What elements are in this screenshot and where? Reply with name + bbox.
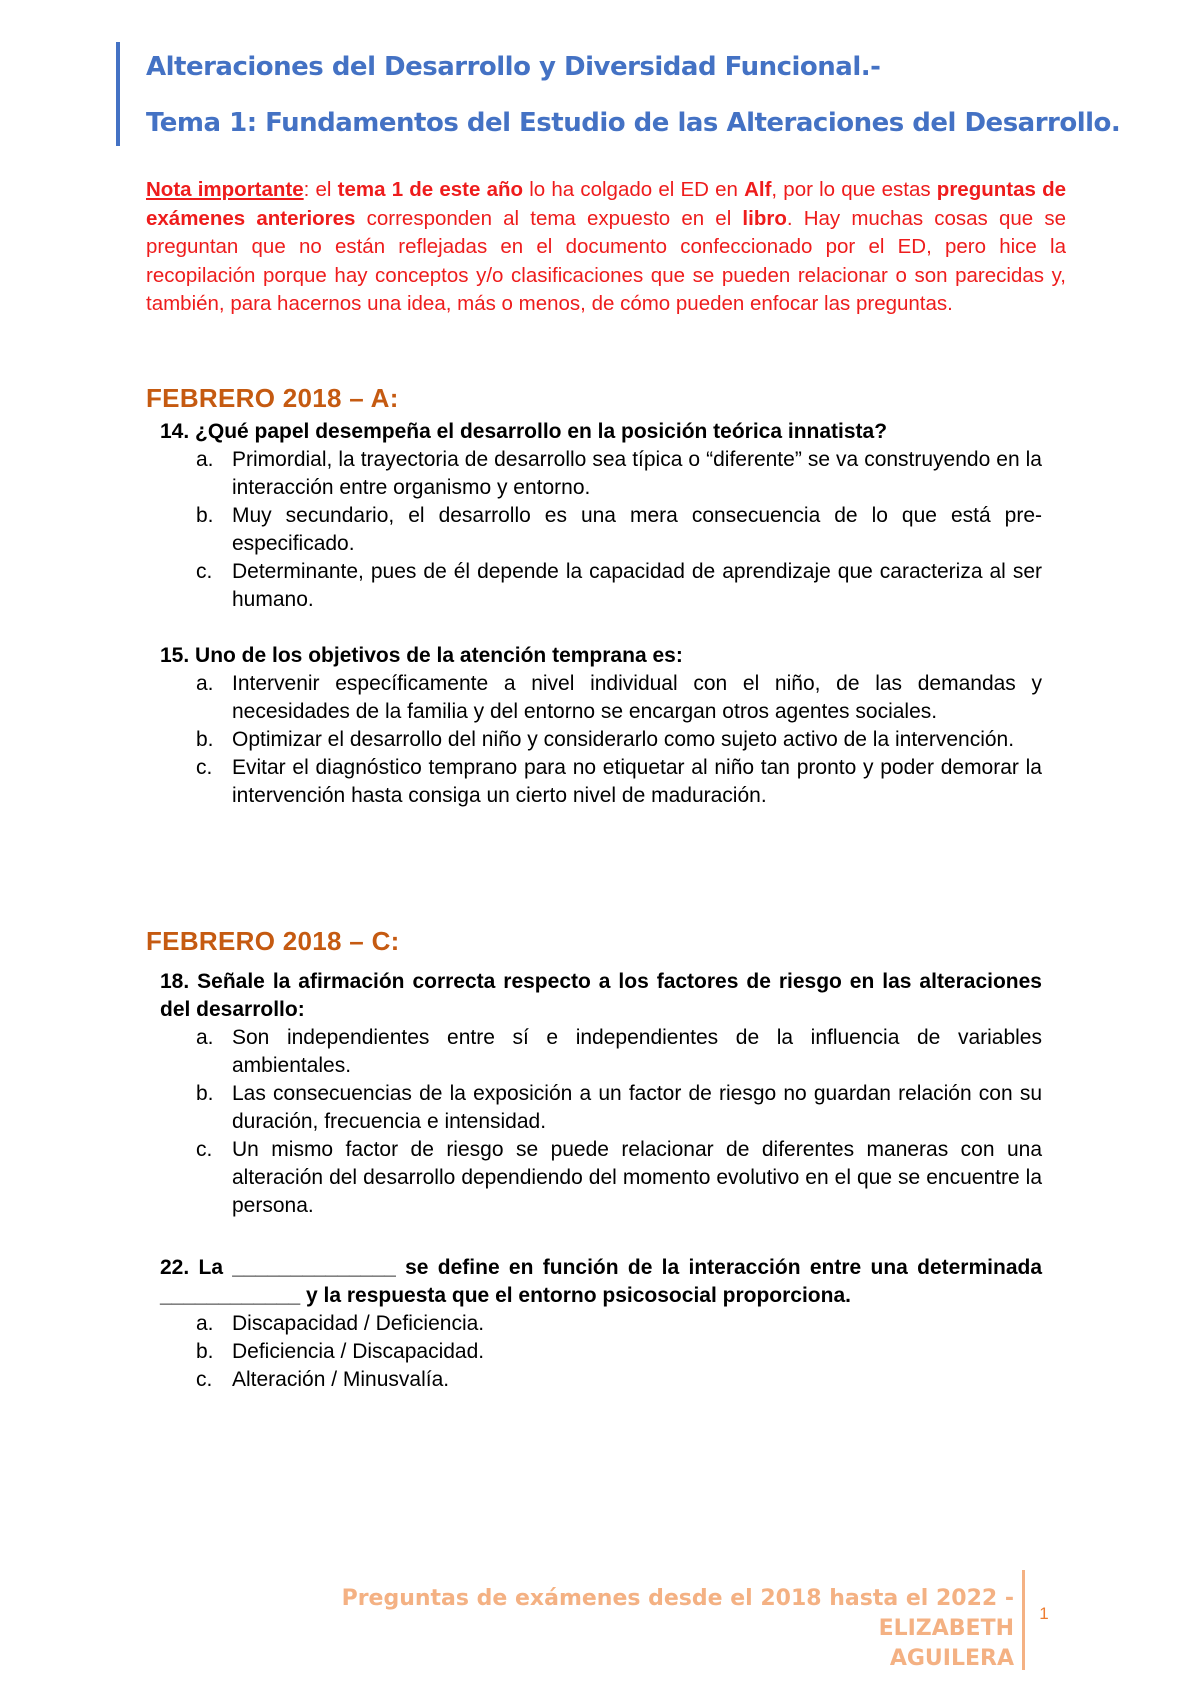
section-heading: FEBRERO 2018 – A: (146, 383, 399, 413)
footer-line: AGUILERA (889, 1646, 1014, 1671)
question-14 (160, 418, 1042, 614)
answer-option: b. Muy secundario, el desarrollo es una mera consecuencia de lo que está pre-especificado. (196, 504, 1042, 555)
document-title: Alteraciones del Desarrollo y Diversidad Funcional.- (146, 52, 881, 82)
question-text: 18. Señale la afirmación correcta respecto a los factores de riesgo en las alteraciones del desarrollo: (160, 970, 1042, 1021)
header-accent-bar (116, 42, 120, 146)
page-number: 1 (1039, 1604, 1049, 1623)
question-22 (160, 1254, 1042, 1394)
answer-option: c. Determinante, pues de él depende la capacidad de aprendizaje que caracteriza al ser humano. (196, 560, 1042, 611)
important-note: Nota importante: el tema 1 de este año lo ha colgado el ED en Alf, por lo que estas preguntas de exámenes anteriores corresponden al tema expuesto en el libro. Hay muchas cosas que se preguntan que no están reflejadas en el documento confeccionado por el ED, pero hice la recopilación porque hay conceptos y/o clasificaciones que se pueden relacionar o son parecidas y, también, para hacernos una idea, más o menos, de cómo pueden enfocar las preguntas. (146, 178, 1066, 315)
question-15 (160, 642, 1042, 810)
answer-option: c. Un mismo factor de riesgo se puede relacionar de diferentes maneras con una alteración del desarrollo dependiendo del momento evolutivo en el que se encuentre la persona. (196, 1138, 1042, 1217)
answer-option: a. Intervenir específicamente a nivel individual con el niño, de las demandas y necesidades de la familia y del entorno se encargan otros agentes sociales. (196, 672, 1042, 723)
answer-option: c. Alteración / Minusvalía. (196, 1368, 450, 1391)
answer-options (160, 1024, 1042, 1220)
answer-option: b. Optimizar el desarrollo del niño y considerarlo como sujeto activo de la intervención. (196, 728, 1015, 751)
footer-divider (1022, 1570, 1025, 1670)
question-text: 15. Uno de los objetivos de la atención temprana es: (160, 644, 683, 667)
document-subtitle: Tema 1: Fundamentos del Estudio de las Alteraciones del Desarrollo. (146, 108, 1121, 138)
answer-option: b. Deficiencia / Discapacidad. (196, 1340, 485, 1363)
page-footer (254, 1584, 1014, 1674)
question-18 (160, 968, 1042, 1220)
answer-option: a. Discapacidad / Deficiencia. (196, 1312, 485, 1335)
answer-option: b. Las consecuencias de la exposición a un factor de riesgo no guardan relación con su duración, frecuencia e intensidad. (196, 1082, 1042, 1133)
answer-option: c. Evitar el diagnóstico temprano para no etiquetar al niño tan pronto y poder demorar la intervención hasta consiga un cierto nivel de maduración. (196, 756, 1042, 807)
answer-option: a. Son independientes entre sí e independientes de la influencia de variables ambientales. (196, 1026, 1042, 1077)
question-text: 22. La ______________ se define en función de la interacción entre una determinada ____________ y la respuesta que el entorno psicosocial proporciona. (160, 1256, 1042, 1307)
note-label: Nota importante (146, 178, 304, 201)
answer-options (160, 446, 1042, 614)
footer-line: Preguntas de exámenes desde el 2018 hasta el 2022 - ELIZABETH (341, 1586, 1014, 1641)
answer-options (160, 1310, 1042, 1394)
question-text: 14. ¿Qué papel desempeña el desarrollo en la posición teórica innatista? (160, 420, 888, 443)
section-heading: FEBRERO 2018 – C: (146, 926, 400, 956)
answer-option: a. Primordial, la trayectoria de desarrollo sea típica o “diferente” se va construyendo en la interacción entre organismo y entorno. (196, 448, 1042, 499)
answer-options (160, 670, 1042, 810)
